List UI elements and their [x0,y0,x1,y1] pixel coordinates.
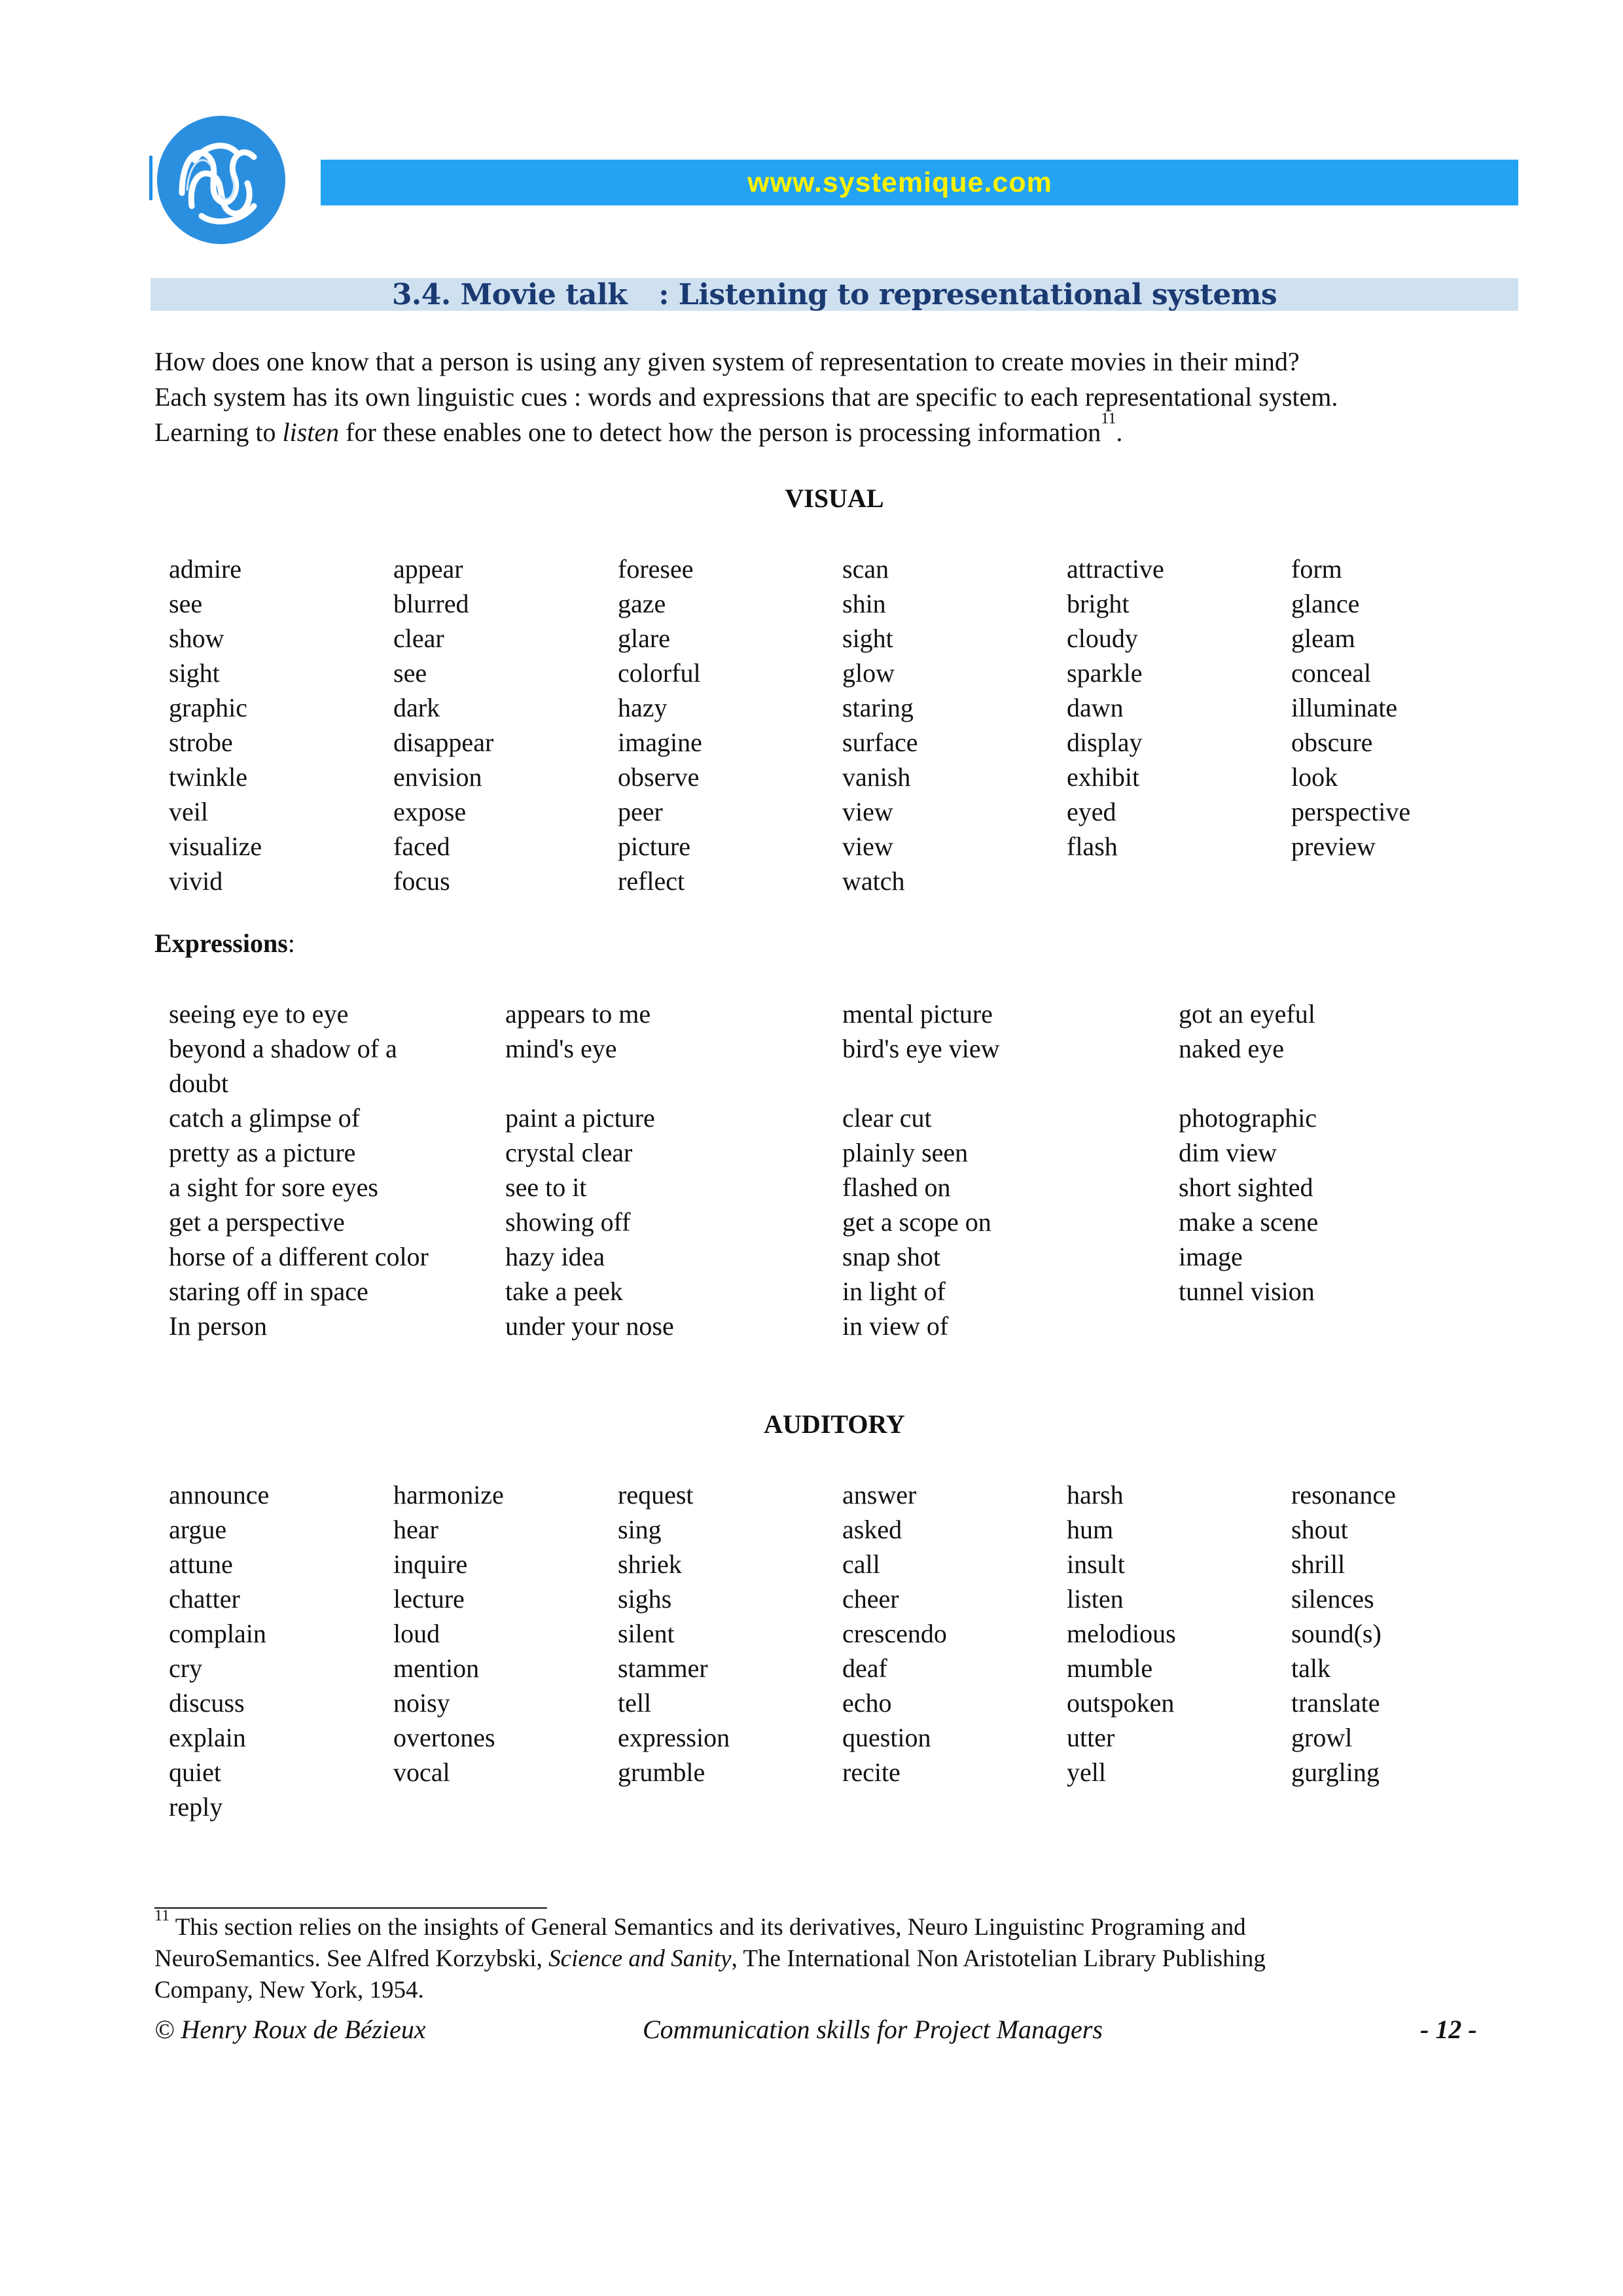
list-item: hazy idea [505,1242,605,1271]
section-title [392,278,1277,311]
list-item: pretty as a picture [169,1138,356,1167]
auditory-column [618,1477,730,1790]
visual-column [842,552,918,898]
list-item: crescendo [842,1619,947,1648]
list-item: scan [842,554,889,584]
expressions-column [169,997,429,1343]
list-item: showing off [505,1207,631,1237]
expressions-column [505,997,674,1343]
list-item: tell [618,1688,652,1718]
list-item [842,1066,999,1101]
list-item: growl [1291,1723,1353,1752]
list-item: see [393,658,427,688]
list-item: eyed [1067,797,1116,826]
list-item: translate [1291,1688,1380,1718]
footnote [154,1907,1520,2006]
list-item: see to it [505,1173,587,1202]
list-item: a sight for sore eyes [169,1173,378,1202]
list-item: under your nose [505,1311,674,1341]
list-item: discuss [169,1688,245,1718]
list-item: grumble [618,1757,705,1787]
list-item: asked [842,1515,902,1544]
systemique-logo-icon [156,115,287,245]
list-item: bright [1067,589,1130,618]
list-item: gurgling [1291,1757,1380,1787]
list-item: see [169,589,203,618]
list-item: loud [393,1619,440,1648]
list-item: yell [1067,1757,1106,1787]
website-url[interactable]: www.systemique.com [747,166,1052,198]
list-item: make a scene [1179,1207,1319,1237]
list-item: clear cut [842,1103,932,1133]
list-item: dawn [1067,693,1124,722]
list-item: staring off in space [169,1277,368,1306]
list-item: attractive [1067,554,1164,584]
list-item: horse of a different color [169,1242,429,1271]
list-item: strobe [169,728,233,757]
list-item: dim view [1179,1138,1277,1167]
list-item: surface [842,728,918,757]
list-item: photographic [1179,1103,1317,1133]
list-item: preview [1291,832,1376,861]
expressions-column [1179,997,1318,1309]
list-item: flash [1067,832,1118,861]
footnote-reference: 11 [1101,410,1116,427]
list-item: deaf [842,1653,887,1683]
list-item: staring [842,693,914,722]
footer-author: © Henry Roux de Bézieux [154,2015,426,2044]
list-item: vanish [842,762,911,792]
list-item: resonance [1291,1480,1396,1510]
list-item [505,1066,674,1101]
list-item: plainly seen [842,1138,969,1167]
list-item: request [618,1480,694,1510]
list-item: cheer [842,1584,899,1614]
footnote-line-2: NeuroSemantics. See Alfred Korzybski, Science and Sanity, The International Non Aristotelian Library Publishing [154,1945,1266,1972]
list-item: sight [169,658,220,688]
expressions-column [842,997,999,1343]
list-item: argue [169,1515,227,1544]
visual-column [393,552,493,898]
list-item: envision [393,762,482,792]
list-item: shrill [1291,1549,1346,1579]
list-item: silent [618,1619,675,1648]
list-item: mental picture [842,999,993,1029]
list-item [1179,1066,1318,1101]
list-item: obscure [1291,728,1373,757]
website-banner [321,160,1518,205]
list-item: show [169,624,224,653]
list-item: sighs [618,1584,672,1614]
intro-line-1: How does one know that a person is using any given system of representation to create movies in their mind? [154,347,1300,376]
list-item: gaze [618,589,666,618]
visual-column [1067,552,1164,864]
list-item: focus [393,866,450,896]
list-item: stammer [618,1653,708,1683]
list-item: take a peek [505,1277,623,1306]
list-item: insult [1067,1549,1125,1579]
list-item: foresee [618,554,694,584]
list-item: peer [618,797,663,826]
list-item: exhibit [1067,762,1140,792]
list-item: cry [169,1653,203,1683]
list-item: In person [169,1311,267,1341]
list-item: sound(s) [1291,1619,1382,1648]
list-item: hear [393,1515,438,1544]
list-item: listen [1067,1584,1124,1614]
footnote-divider [154,1907,547,1909]
list-item: faced [393,832,450,861]
list-item: snap shot [842,1242,940,1271]
section-title-part2: : Listening to representational systems [658,277,1277,311]
list-item: melodious [1067,1619,1176,1648]
list-item: overtones [393,1723,495,1752]
list-item: visualize [169,832,262,861]
list-item: explain [169,1723,246,1752]
intro-paragraph [154,344,1520,450]
list-item: beyond a shadow of a [169,1034,397,1063]
list-item: expression [618,1723,730,1752]
list-item: shriek [618,1549,682,1579]
list-item: quiet [169,1757,221,1787]
list-item: form [1291,554,1342,584]
list-item: glare [618,624,670,653]
list-item: view [842,797,893,826]
list-item: sparkle [1067,658,1143,688]
list-item: silences [1291,1584,1374,1614]
list-item: picture [618,832,691,861]
list-item: twinkle [169,762,247,792]
intro-emphasis-listen: listen [282,417,340,447]
auditory-column [1067,1477,1176,1790]
list-item: hum [1067,1515,1114,1544]
list-item: vocal [393,1757,450,1787]
list-item: tunnel vision [1179,1277,1315,1306]
auditory-column [393,1477,504,1790]
list-item: recite [842,1757,901,1787]
list-item: seeing eye to eye [169,999,349,1029]
list-item: veil [169,797,208,826]
visual-heading: VISUAL [785,484,884,513]
list-item: clear [393,624,444,653]
list-item: appears to me [505,999,651,1029]
list-item: admire [169,554,242,584]
list-item: disappear [393,728,494,757]
list-item: call [842,1549,880,1579]
list-item: in view of [842,1311,949,1341]
auditory-heading: AUDITORY [764,1409,905,1439]
list-item: glance [1291,589,1360,618]
footer-page-number: - 12 - [1420,2015,1477,2044]
section-title-bar [151,278,1518,311]
list-item: blurred [393,589,469,618]
list-item: get a perspective [169,1207,345,1237]
list-item: shin [842,589,886,618]
list-item: catch a glimpse of [169,1103,361,1133]
list-item: got an eyeful [1179,999,1315,1029]
auditory-column [842,1477,947,1790]
list-item: dark [393,693,440,722]
list-item: mind's eye [505,1034,617,1063]
auditory-column [1291,1477,1396,1790]
footer-document-title: Communication skills for Project Managers [643,2015,1103,2044]
list-item: vivid [169,866,223,896]
list-item: noisy [393,1688,450,1718]
list-item: bird's eye view [842,1034,1000,1063]
footnote-number: 11 [154,1907,170,1924]
section-number: 3.4. [391,277,451,311]
visual-column [169,552,262,898]
list-item: harsh [1067,1480,1124,1510]
list-item: graphic [169,693,247,722]
list-item: image [1179,1242,1243,1271]
list-item: watch [842,866,905,896]
list-item: sing [618,1515,662,1544]
intro-line-2: Each system has its own linguistic cues : words and expressions that are specific to each representational system. [154,382,1338,412]
list-item: view [842,832,893,861]
footnote-line-3: Company, New York, 1954. [154,1977,424,2004]
footnote-book-title: Science and Sanity [548,1945,732,1972]
list-item: reply [169,1792,223,1822]
logo-edge-mark [149,156,152,200]
list-item: display [1067,728,1143,757]
list-item: talk [1291,1653,1330,1683]
expressions-label: Expressions: [154,928,295,958]
list-item: glow [842,658,895,688]
list-item: announce [169,1480,270,1510]
footnote-line-1: $^{11}$ This section relies on the insights of General Semantics and its derivatives, Neuro Linguistinc Programing and [154,1907,1246,1941]
list-item: expose [393,797,467,826]
list-item: imagine [618,728,702,757]
list-item: perspective [1291,797,1411,826]
visual-column [618,552,702,898]
list-item: sight [842,624,893,653]
list-item: lecture [393,1584,465,1614]
list-item: inquire [393,1549,468,1579]
list-item: shout [1291,1515,1348,1544]
list-item: reflect [618,866,685,896]
list-item: crystal clear [505,1138,633,1167]
list-item: mumble [1067,1653,1153,1683]
list-item: observe [618,762,700,792]
list-item: conceal [1291,658,1372,688]
list-item: question [842,1723,931,1752]
list-item: echo [842,1688,892,1718]
list-item: get a scope on [842,1207,991,1237]
list-item: harmonize [393,1480,504,1510]
list-item: hazy [618,693,668,722]
list-item: cloudy [1067,624,1138,653]
list-item: illuminate [1291,693,1398,722]
list-item: mention [393,1653,480,1683]
list-item: appear [393,554,463,584]
intro-line-3: Learning to listen for these enables one to detect how the person is processing information$^{11}$. [154,410,1123,447]
list-item: gleam [1291,624,1355,653]
list-item: utter [1067,1723,1115,1752]
list-item: complain [169,1619,266,1648]
list-item: look [1291,762,1338,792]
list-item: colorful [618,658,701,688]
list-item: answer [842,1480,917,1510]
list-item: outspoken [1067,1688,1175,1718]
list-item: short sighted [1179,1173,1313,1202]
list-item: chatter [169,1584,240,1614]
list-item: paint a picture [505,1103,655,1133]
list-item: in light of [842,1277,946,1306]
list-item: doubt [169,1069,229,1098]
list-item: attune [169,1549,233,1579]
list-item: flashed on [842,1173,951,1202]
section-title-part1: Movie talk [460,277,628,311]
list-item: naked eye [1179,1034,1285,1063]
visual-column [1291,552,1410,864]
auditory-column [169,1477,269,1824]
